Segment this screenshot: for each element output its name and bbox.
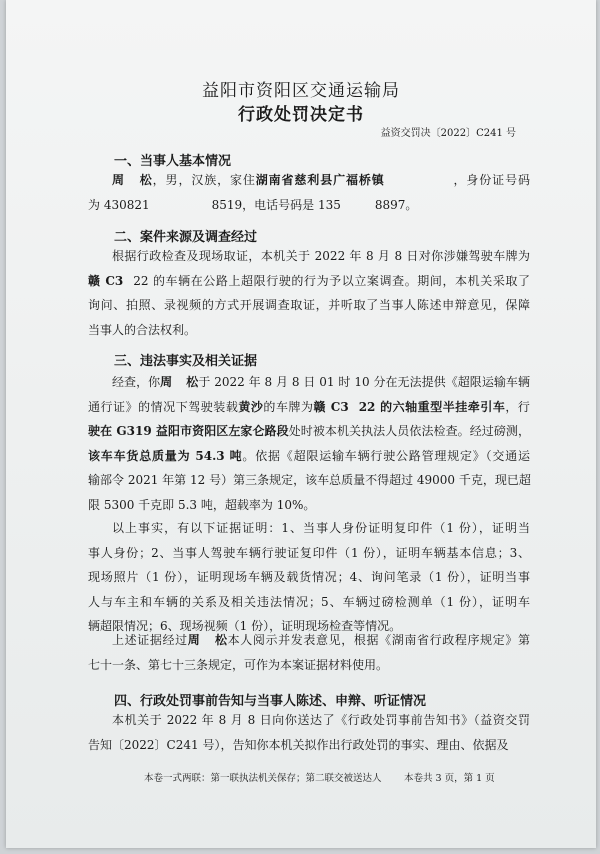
paragraph-violation-facts — [88, 370, 530, 518]
text-run: 以上事实，有以下证据证明：1、当事人身份证明复印件（1 份），证明当 — [112, 521, 530, 535]
section-heading-violation-facts: 三、违法事实及相关证据 — [114, 354, 258, 369]
text-line — [88, 708, 530, 733]
text-line — [88, 168, 530, 193]
text-run: 告知〔2022〕C241 号），告知你本机关拟作出行政处罚的事实、理由、依据及 — [88, 737, 509, 752]
text-run: 现场照片（1 份），证明现场车辆及载货情况；4、询问笔录（1 份），证明当事 — [88, 570, 530, 585]
text-line — [88, 444, 530, 469]
text-run: 根据行政检查及现场取证，本机关于 2022 年 8 月 8 日对你涉嫌驾驶车牌为 — [112, 249, 530, 263]
document-page — [6, 0, 596, 848]
text-run: 黄沙 — [238, 399, 264, 414]
text-run: ，行 — [505, 399, 530, 414]
text-line — [88, 628, 530, 653]
text-line — [88, 541, 530, 566]
text-line — [88, 395, 530, 420]
text-run: 湖南省慈利县广福桥镇 — [255, 173, 385, 187]
text-line — [88, 565, 530, 590]
section-heading-party-info: 一、当事人基本情况 — [114, 154, 232, 169]
section-heading-case-source: 二、案件来源及调查经过 — [114, 230, 258, 245]
text-run: 松 — [214, 633, 228, 647]
text-line — [88, 419, 530, 444]
text-run: 本机关于 2022 年 8 月 8 日向你送达了《行政处罚事前告知书》（益资交罚 — [112, 713, 530, 727]
text-line — [88, 244, 530, 269]
text-line — [88, 193, 530, 218]
agency-title: 益阳市资阳区交通运输局 — [202, 81, 400, 101]
text-run: 松 — [186, 375, 199, 389]
text-run: 通行证》的情况下驾驶装载 — [88, 399, 239, 414]
text-line — [88, 653, 530, 678]
text-run: 。依据《超限运输车辆行驶公路管理规定》（交通运 — [242, 448, 530, 463]
text-run: 辆超限情况；6、现场视频（1 份），证明现场检查等情况。 — [88, 619, 402, 634]
text-run: 8897。 — [374, 197, 418, 212]
text-line — [88, 590, 530, 615]
redacted-text — [125, 174, 139, 187]
text-line — [88, 468, 530, 493]
text-run: 该车车货总质量为 54.3 吨 — [88, 448, 243, 463]
redacted-text — [172, 376, 186, 389]
text-line — [88, 318, 530, 343]
section-heading-prior-notice: 四、行政处罚事前告知与当事人陈述、申辩、听证情况 — [114, 694, 427, 709]
paragraph-evidence-confirmation — [88, 628, 530, 677]
text-run: ，男，汉族，家住 — [152, 173, 256, 187]
redacted-text — [385, 174, 453, 187]
text-run: 事人身份；2、当事人驾驶车辆行驶证复印件（1 份），证明车辆基本信息；3、 — [88, 545, 530, 560]
text-line — [88, 733, 530, 758]
text-run: 赣 C3 — [88, 273, 124, 288]
text-run: 七十一条、第七十三条规定，可作为本案证据材料使用。 — [88, 657, 389, 672]
text-run: 人与车主和车辆的关系及相关违法情况；5、车辆过磅检测单（1 份），证明车 — [88, 594, 530, 609]
redacted-text — [341, 199, 375, 212]
text-run: 限 5300 千克即 5.3 吨，超载率为 10%。 — [88, 497, 316, 512]
document-number: 益资交罚决〔2022〕C241 号 — [380, 128, 516, 139]
text-run: 经查，你 — [112, 375, 161, 389]
text-line — [88, 493, 530, 518]
text-run: 周 — [160, 375, 173, 389]
text-run: ，身份证号码 — [452, 173, 530, 187]
text-run: 驶在 G319 益阳市资阳区左家仑路段 — [88, 424, 289, 439]
text-line — [88, 293, 530, 318]
text-line — [88, 269, 530, 294]
text-line — [88, 370, 530, 395]
paragraph-case-source — [88, 244, 530, 342]
text-run: 周 — [187, 633, 201, 647]
paragraph-party-info — [88, 168, 530, 217]
redacted-text — [123, 275, 133, 288]
text-run: 为 430821 — [88, 197, 150, 212]
redacted-text — [150, 199, 212, 212]
document-title: 行政处罚决定书 — [238, 105, 364, 125]
paragraph-evidence-list — [88, 516, 530, 639]
text-run: 处时被本机关执法人员依法检查。经过磅测， — [288, 424, 530, 439]
text-run: 赣 C3 — [313, 399, 349, 414]
text-run: 询问、拍照、录视频的方式开展调查取证，并听取了当事人陈述申辩意见，保障 — [88, 298, 530, 313]
text-run: 22 的车辆在公路上超限行驶的行为予以立案调查。期间，本机关采取了 — [133, 273, 530, 288]
paragraph-prior-notice — [88, 708, 530, 757]
text-line — [88, 516, 530, 541]
text-run: 的车牌为 — [263, 399, 314, 414]
text-run: 于 2022 年 8 月 8 日 01 时 10 分在无法提供《超限运输车辆 — [198, 375, 530, 389]
text-run: 本人阅示并发表意见，根据《湖南省行政程序规定》第 — [227, 633, 530, 647]
footer-page-number: 本卷共 3 页，第 1 页 — [404, 773, 495, 784]
text-run: 22 的六轴重型半挂牵引车 — [358, 399, 506, 414]
redacted-text — [200, 634, 214, 647]
redacted-text — [349, 401, 359, 414]
text-run: 松 — [138, 173, 153, 187]
text-run: 上述证据经过 — [112, 633, 188, 647]
text-run: 8519，电话号码是 135 — [211, 197, 341, 212]
footer-copies-note: 本卷一式两联：第一联执法机关保存；第二联交被送达人 — [144, 773, 382, 784]
text-run: 输部令 2021 年第 12 号）第三条规定，该车总质量不得超过 49000 千克，现已超 — [88, 473, 531, 488]
text-run: 周 — [112, 173, 125, 187]
text-run: 当事人的合法权利。 — [88, 322, 197, 337]
